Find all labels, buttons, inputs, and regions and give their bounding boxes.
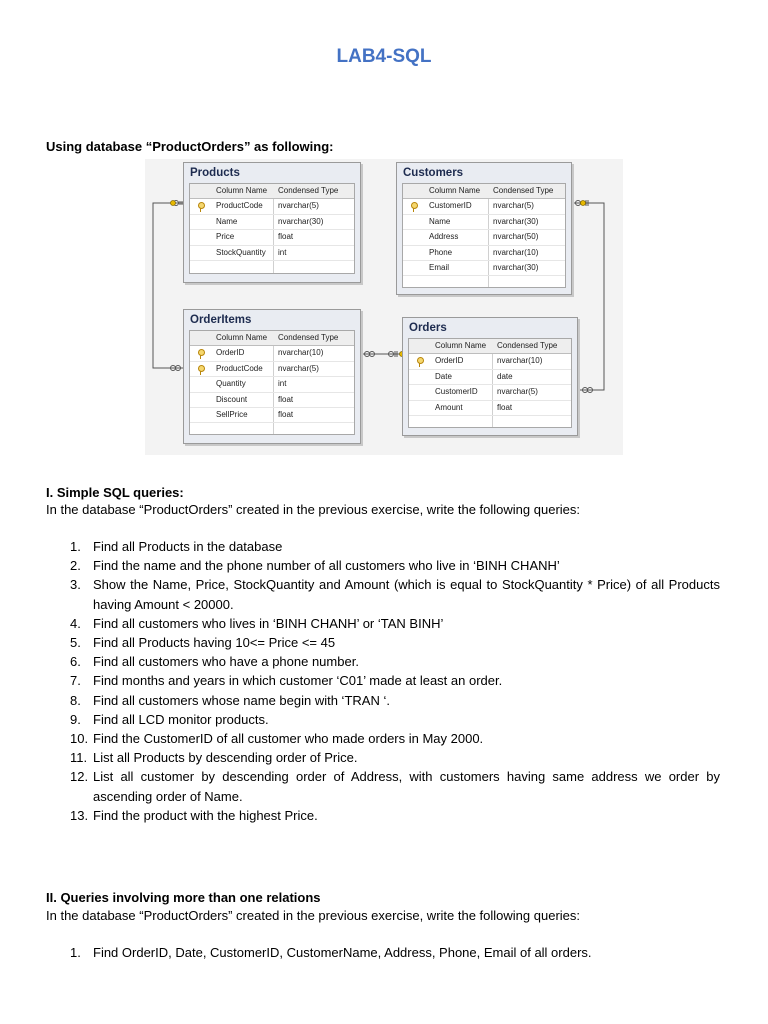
database-diagram xyxy=(145,159,623,455)
column-type: nvarchar(10) xyxy=(493,247,539,257)
table-row xyxy=(409,354,571,369)
primary-key-icon xyxy=(411,202,418,209)
section1-paragraph: In the database “ProductOrders” created in the previous exercise, write the following queries: xyxy=(46,502,580,517)
column-name: Phone xyxy=(429,247,453,257)
table-products xyxy=(183,162,361,283)
list-item: 9. Find all LCD monitor products. xyxy=(70,711,269,727)
list-item: 10. Find the CustomerID of all customer who made orders in May 2000. xyxy=(70,731,484,747)
column-type: int xyxy=(278,247,287,257)
column-name: OrderID xyxy=(216,348,245,358)
table-orderitems xyxy=(183,309,361,444)
column-name: CustomerID xyxy=(429,201,472,211)
intro-text: Using database “ProductOrders” as following: xyxy=(46,139,334,154)
type-header: Condensed Type xyxy=(497,341,558,350)
column-type: nvarchar(5) xyxy=(278,201,319,211)
column-name: ProductCode xyxy=(216,201,263,211)
table-row xyxy=(190,377,354,392)
column-type: float xyxy=(278,394,294,404)
column-type: date xyxy=(497,371,513,381)
column-name: Discount xyxy=(216,394,248,404)
column-name: SellPrice xyxy=(216,409,248,419)
table-row xyxy=(403,230,565,245)
table-row xyxy=(190,215,354,230)
column-type: nvarchar(50) xyxy=(493,232,539,242)
table-row xyxy=(190,199,354,214)
table-row xyxy=(190,362,354,377)
column-type: nvarchar(30) xyxy=(493,216,539,226)
column-header: Column Name xyxy=(429,186,481,195)
type-header: Condensed Type xyxy=(278,333,339,342)
column-name: Name xyxy=(429,216,451,226)
table-row xyxy=(403,246,565,261)
section1-heading: I. Simple SQL queries: xyxy=(46,485,184,500)
primary-key-icon xyxy=(198,365,205,372)
primary-key-icon xyxy=(417,357,424,364)
column-type: float xyxy=(278,232,294,242)
column-name: Amount xyxy=(435,402,463,412)
column-name: Address xyxy=(429,232,459,242)
column-name: Quantity xyxy=(216,379,246,389)
list-item: 8. Find all customers whose name begin with ‘TRAN ‘. xyxy=(70,692,390,708)
column-type: nvarchar(5) xyxy=(493,201,534,211)
table-row xyxy=(190,393,354,408)
list-item: 1. Find OrderID, Date, CustomerID, CustomerName, Address, Phone, Email of all orders. xyxy=(70,945,592,960)
table-title: OrderItems xyxy=(190,314,252,326)
table-title: Orders xyxy=(409,322,447,334)
column-type: nvarchar(5) xyxy=(497,387,538,397)
type-header: Condensed Type xyxy=(278,186,339,195)
table-row xyxy=(403,215,565,230)
table-row xyxy=(190,408,354,423)
column-type: float xyxy=(497,402,513,412)
column-name: CustomerID xyxy=(435,387,478,397)
list-item: 1. Find all Products in the database xyxy=(70,539,283,554)
table-row xyxy=(409,385,571,400)
column-name: Email xyxy=(429,262,450,272)
list-item: 13. Find the product with the highest Price. xyxy=(70,807,318,823)
list-item: 11. List all Products by descending order of Price. xyxy=(70,750,358,766)
column-type: nvarchar(10) xyxy=(278,348,324,358)
column-header: Column Name xyxy=(216,186,268,195)
column-type: nvarchar(5) xyxy=(278,363,319,373)
column-header: Column Name xyxy=(435,341,487,350)
section2-paragraph: In the database “ProductOrders” created in the previous exercise, write the following queries: xyxy=(46,908,580,923)
column-name: StockQuantity xyxy=(216,247,266,257)
column-type: nvarchar(10) xyxy=(497,356,543,366)
column-type: int xyxy=(278,379,287,389)
primary-key-icon xyxy=(198,202,205,209)
list-item: 3. Show the Name, Price, StockQuantity and Amount (which is equal to StockQuantity * Price) of all Products having Amount < 20000. xyxy=(70,577,720,612)
section2-heading: II. Queries involving more than one relations xyxy=(46,890,321,905)
table-row xyxy=(409,401,571,416)
primary-key-icon xyxy=(198,349,205,356)
table-row xyxy=(190,246,354,261)
column-name: Price xyxy=(216,232,235,242)
table-row xyxy=(190,230,354,245)
table-customers xyxy=(396,162,572,295)
table-row xyxy=(403,199,565,214)
list-item: 5. Find all Products having 10<= Price <= 45 xyxy=(70,635,336,651)
list-item: 7. Find months and years in which customer ‘C01’ made at least an order. xyxy=(70,673,503,689)
table-row xyxy=(403,261,565,276)
column-name: ProductCode xyxy=(216,363,263,373)
table-orders xyxy=(402,317,578,436)
column-type: nvarchar(30) xyxy=(493,262,539,272)
type-header: Condensed Type xyxy=(493,186,554,195)
page-title: LAB4-SQL xyxy=(336,46,432,67)
table-title: Customers xyxy=(403,167,464,179)
table-title: Products xyxy=(190,167,240,179)
list-item: 4. Find all customers who lives in ‘BINH CHANH’ or ‘TAN BINH’ xyxy=(70,615,444,631)
list-item: 12. List all customer by descending order of Address, with customers having same address we order by ascending order of Name. xyxy=(70,769,720,804)
column-name: Date xyxy=(435,371,452,381)
list-item: 2. Find the name and the phone number of all customers who live in ‘BINH CHANH’ xyxy=(70,558,560,574)
table-row xyxy=(409,370,571,385)
column-name: Name xyxy=(216,216,238,226)
column-type: nvarchar(30) xyxy=(278,216,324,226)
column-name: OrderID xyxy=(435,356,464,366)
relation-products-orderitems xyxy=(153,203,184,368)
column-header: Column Name xyxy=(216,333,268,342)
column-type: float xyxy=(278,409,294,419)
list-item: 6. Find all customers who have a phone number. xyxy=(70,654,359,670)
section1-query-list xyxy=(46,537,720,825)
table-row xyxy=(190,346,354,361)
section2-query-list xyxy=(46,943,720,962)
